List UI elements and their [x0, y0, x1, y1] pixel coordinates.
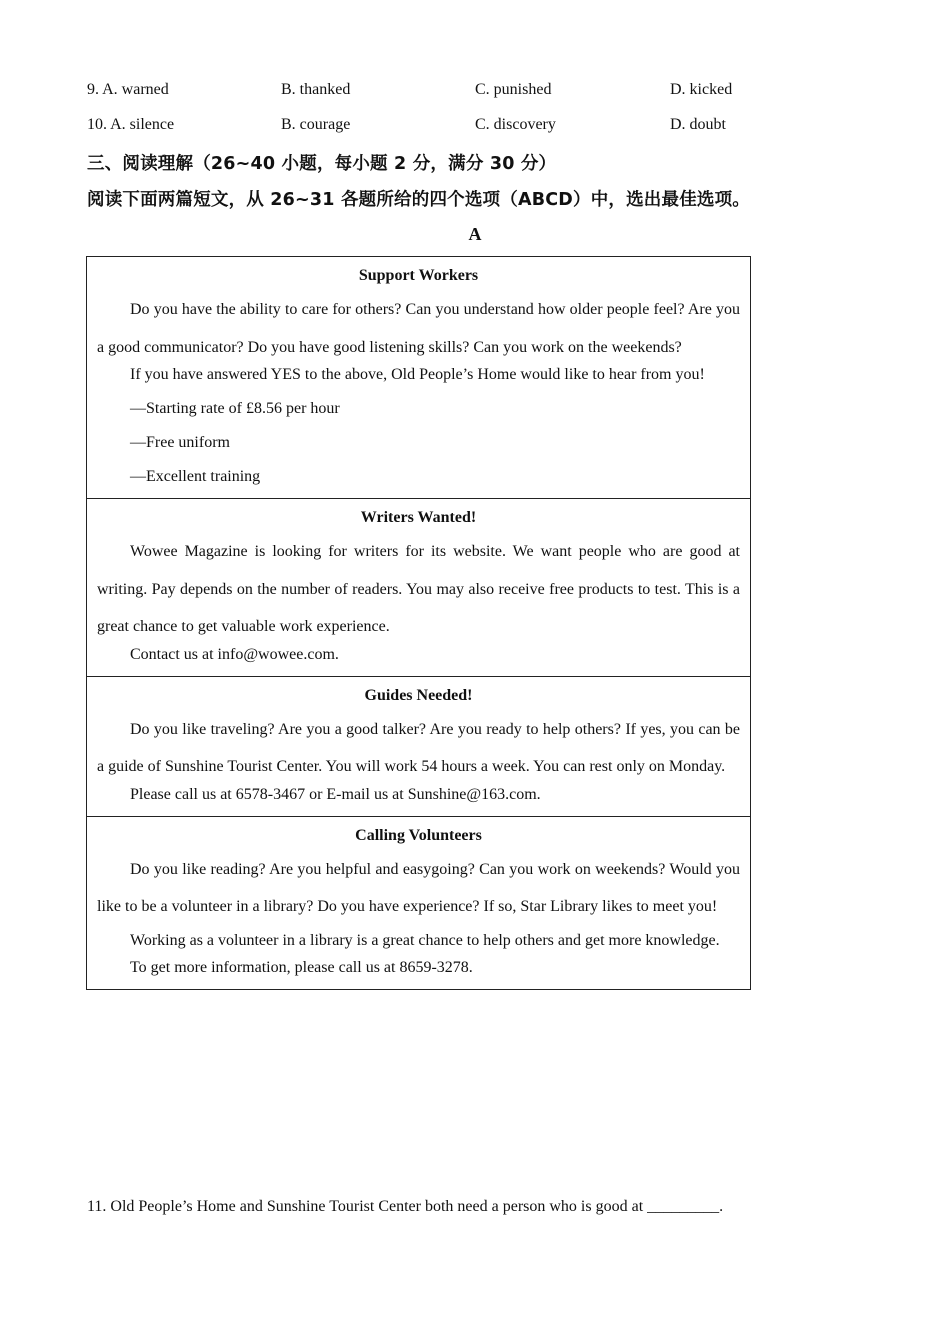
ad-paragraph: Wowee Magazine is looking for writers for its website. We want people who are good at writing. Pay depends on the number of readers. You may also receive free products to test. This is a great chance to get valuable work experience.	[97, 543, 740, 635]
ad-calling-volunteers	[87, 816, 750, 990]
ad-guides-needed	[87, 676, 750, 816]
option-d: D. doubt	[670, 116, 726, 133]
ad-title: Support Workers	[358, 267, 479, 284]
option-c: C. punished	[475, 81, 552, 98]
instruction: 阅读下面两篇短文，从 26~31 各题所给的四个选项（ABCD）中，选出最佳选项。	[87, 190, 751, 210]
option-b: B. courage	[281, 116, 351, 133]
ad-writers-wanted	[87, 498, 750, 676]
ad-title: Writers Wanted!	[360, 509, 477, 526]
option-d: D. kicked	[670, 81, 733, 98]
question-11: 11. Old People’s Home and Sunshine Tourist Center both need a person who is good at _________.	[87, 1198, 724, 1215]
ad-line: Contact us at info@wowee.com.	[130, 645, 339, 663]
ads-table	[86, 256, 751, 990]
ad-line: —Excellent training	[130, 468, 261, 485]
ad-line: If you have answered YES to the above, Old People’s Home would like to hear from you!	[130, 366, 705, 383]
section-heading: 三、阅读理解（26~40 小题，每小题 2 分，满分 30 分）	[87, 154, 557, 174]
ad-title: Guides Needed!	[364, 686, 473, 704]
passage-label: A	[468, 224, 482, 244]
ad-paragraph: Do you have the ability to care for others? Can you understand how older people feel? Are you a good communicator? Do you have good listening skills? Can you work on the weekends?	[97, 301, 740, 356]
ad-line: —Free uniform	[130, 434, 230, 451]
ad-line: Please call us at 6578-3467 or E-mail us at Sunshine@163.com.	[130, 785, 541, 803]
ad-paragraph: Do you like reading? Are you helpful and easygoing? Can you work on weekends? Would you like to be a volunteer in a library? Do you have experience? If so, Star Library likes to meet you!	[97, 860, 740, 915]
option-row-10	[87, 116, 867, 138]
option-b: B. thanked	[281, 81, 351, 98]
ad-paragraph: Working as a volunteer in a library is a great chance to help others and get more knowledge.	[130, 931, 720, 949]
ad-paragraph: Do you like traveling? Are you a good talker? Are you ready to help others? If yes, you can be a guide of Sunshine Tourist Center. You will work 54 hours a week. You can rest only on Monday.	[97, 720, 740, 775]
ad-line: To get more information, please call us at 8659-3278.	[130, 959, 473, 976]
ad-support-workers	[87, 257, 750, 498]
ad-title: Calling Volunteers	[355, 826, 482, 844]
option-a: 10. A. silence	[87, 116, 175, 133]
option-a: 9. A. warned	[87, 81, 169, 98]
option-c: C. discovery	[475, 116, 556, 133]
ad-line: —Starting rate of £8.56 per hour	[130, 400, 340, 417]
option-row-9	[87, 81, 867, 103]
